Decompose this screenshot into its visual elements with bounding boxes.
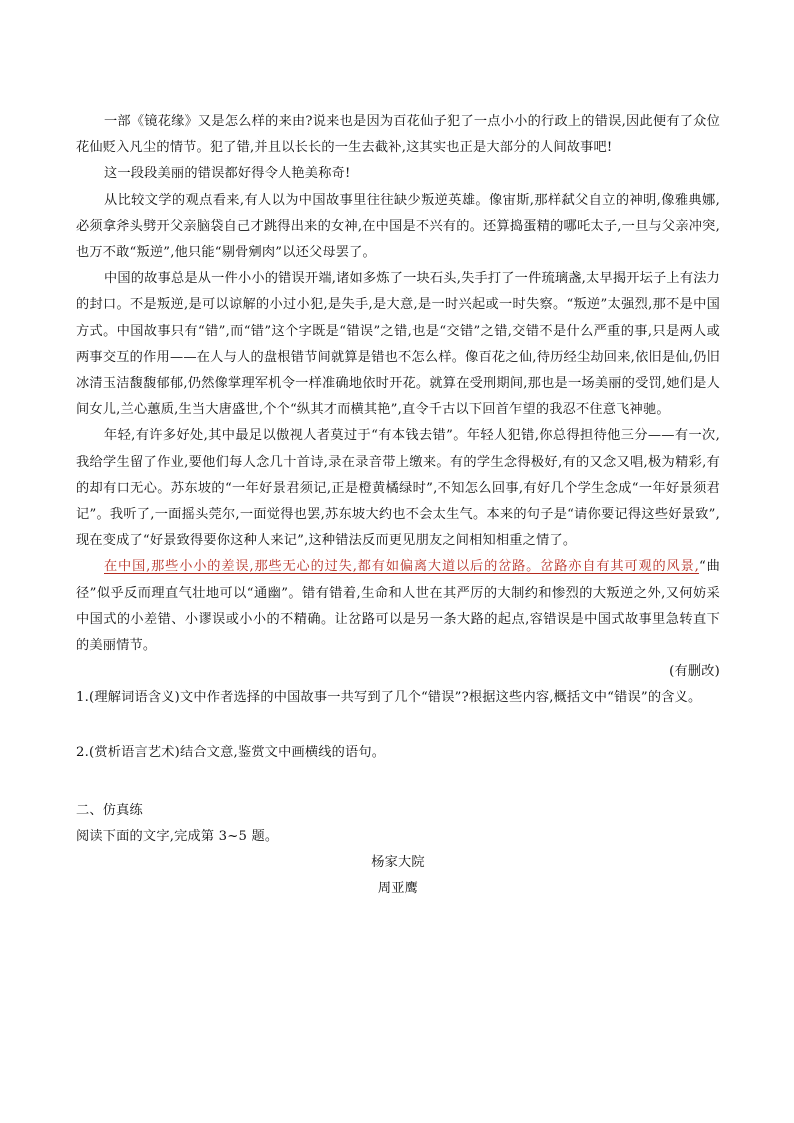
source-note: (有删改) bbox=[669, 664, 720, 680]
section-heading: 二、仿真练 bbox=[76, 802, 143, 818]
paragraph-6-rest: “曲径”似乎反而理直气壮地可以“通幽”。错有错着,生命和人世在其严厉的大制约和惨烈的大叛逆之外,又何妨采中国式的小差错、小谬误或小小的不精确。让岔路可以是另一条大路的起点,容错误是中国式故事里急转直下的美丽情节。 bbox=[76, 559, 720, 654]
article-author: 周亚鹰 bbox=[377, 881, 419, 897]
article-title: 杨家大院 bbox=[371, 855, 425, 871]
answer-space-2 bbox=[76, 766, 720, 798]
question-2: 2.(赏析语言艺术)结合文意,鉴赏文中画横线的语句。 bbox=[76, 744, 386, 760]
paragraph-3: 从比较文学的观点看来,有人以为中国故事里往往缺少叛逆英雄。像宙斯,那样弑父自立的神明,像雅典娜,必须拿斧头劈开父亲脑袋自己才跳得出来的女神,在中国是不兴有的。还算捣蛋精的哪吒太子,一旦与父亲冲突,也万不敢“叛逆”,他只能“剔骨剜肉”以还父母罢了。 bbox=[76, 192, 720, 261]
answer-space-1 bbox=[76, 712, 720, 740]
question-1: 1.(理解词语含义)文中作者选择的中国故事一共写到了几个“错误”?根据这些内容,概括文中“错误”的含义。 bbox=[76, 690, 702, 706]
paragraph-4: 中国的故事总是从一件小小的错误开端,诸如多炼了一块石头,失手打了一件琉璃盏,太早揭开坛子上有法力的封口。不是叛逆,是可以谅解的小过小犯,是失手,是大意,是一时兴起或一时失察。“叛逆”太强烈,那不是中国方式。中国故事只有“错”,而“错”这个字既是“错误”之错,也是“交错”之错,交错不是什么严重的事,只是两人或两事交互的作用——在人与人的盘根错节间就算是错也不怎么样。像百花之仙,待历经尘劫回来,依旧是仙,仍旧冰清玉洁馥馥郁郁,仍然像掌理军机令一样准确地依时开花。就算在受刑期间,那也是一场美丽的受罚,她们是人间女儿,兰心蕙质,生当大唐盛世,个个“纵其才而横其艳”,直令千古以下回首乍望的我忍不住意飞神驰。 bbox=[76, 271, 720, 418]
underlined-sentence: 在中国,那些小小的差误,那些无心的过失,都有如偏离大道以后的岔路。岔路亦自有其可观的风景, bbox=[104, 559, 700, 575]
paragraph-1: 一部《镜花缘》又是怎么样的来由?说来也是因为百花仙子犯了一点小小的行政上的错误,因此便有了众位花仙贬入凡尘的情节。犯了错,并且以长长的一生去截补,这其实也正是大部分的人间故事吧! bbox=[76, 114, 720, 156]
paragraph-6 bbox=[76, 554, 720, 659]
paragraph-5: 年轻,有许多好处,其中最足以傲视人者莫过于“有本钱去错”。年轻人犯错,你总得担待他三分——有一次,我给学生留了作业,要他们每人念几十首诗,录在录音带上缴来。有的学生念得极好,有的又念又唱,极为精彩,有的却有口无心。苏东坡的“一年好景君须记,正是橙黄橘绿时”,不知怎么回事,有好几个学生念成“一年好景须君记”。我听了,一面摇头莞尔,一面觉得也罢,苏东坡大约也不会太生气。本来的句子是“请你要记得这些好景致”,现在变成了“好景致得要你这种人来记”,这种错法反而更见朋友之间相知相重之情了。 bbox=[76, 428, 720, 549]
paragraph-2: 这一段段美丽的错误都好得令人艳美称奇! bbox=[104, 166, 351, 182]
document-content bbox=[76, 109, 720, 903]
section-instruction: 阅读下面的文字,完成第 3~5 题。 bbox=[76, 829, 279, 845]
